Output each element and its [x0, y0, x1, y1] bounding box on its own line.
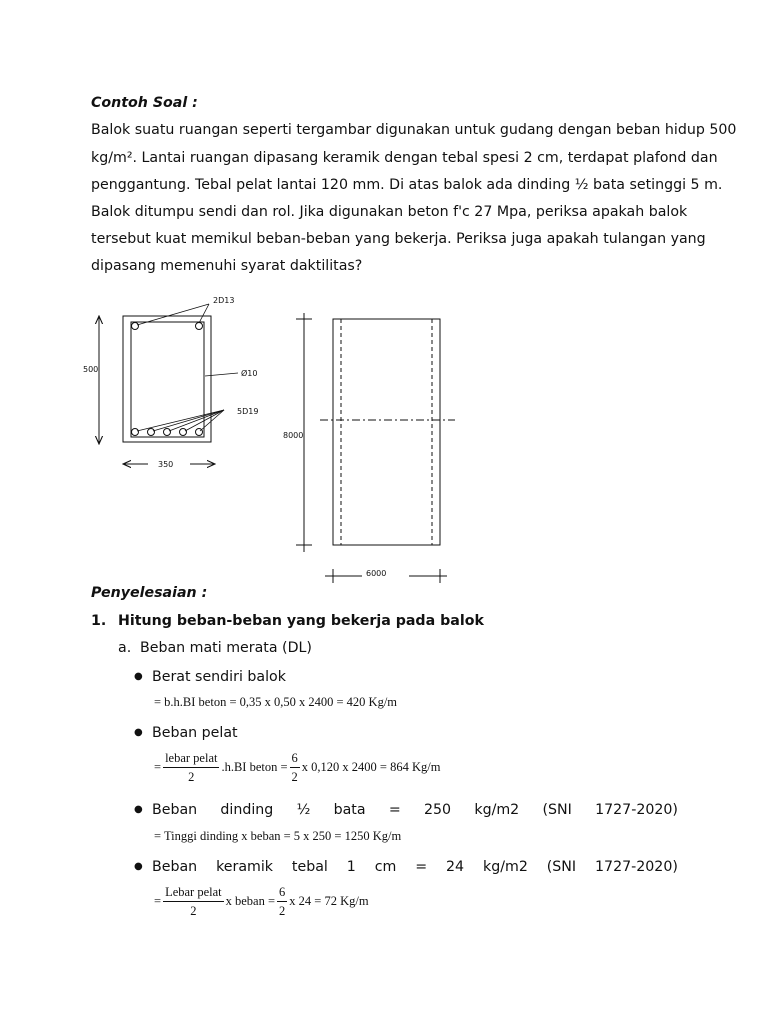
- bullet-4-label: [152, 860, 678, 874]
- word: Beban: [152, 859, 198, 875]
- fraction-denominator: 2: [291, 769, 298, 784]
- word: cm: [374, 859, 397, 875]
- word: 24: [446, 859, 465, 875]
- bullet-2-label: Beban pelat: [152, 725, 238, 741]
- formula-equals: =: [154, 894, 162, 909]
- bullet-dot: ●: [134, 804, 143, 815]
- fraction-denominator: 2: [279, 903, 286, 918]
- label-width: 350: [158, 460, 174, 469]
- formula-equals: =: [154, 760, 162, 775]
- beam-cross-section: [123, 316, 211, 442]
- word: 1727-2020): [595, 859, 678, 875]
- label-plan-width: 6000: [366, 569, 387, 578]
- problem-line-2: kg/m². Lantai ruangan dipasang keramik dengan tebal spesi 2 cm, terdapat plafond dan: [91, 150, 718, 166]
- fraction-lebar-pelat: [163, 886, 224, 917]
- problem-line-6: dipasang memenuhi syarat daktilitas?: [91, 258, 363, 274]
- solution-heading: Penyelesaian :: [91, 585, 208, 601]
- bullet-1-formula: = b.h.BI beton = 0,35 x 0,50 x 2400 = 420 Kg/m: [154, 695, 398, 709]
- label-stirrup: Ø10: [241, 369, 258, 378]
- word: tebal: [291, 859, 328, 875]
- word: 1727-2020): [595, 802, 678, 818]
- bullet-4-formula: [154, 886, 369, 917]
- sub-a-title: Beban mati merata (DL): [140, 640, 312, 656]
- fraction-denominator: 2: [188, 769, 195, 784]
- word: =: [388, 802, 401, 818]
- word: kg/m2: [474, 802, 520, 818]
- formula-result: x 24 = 72 Kg/m: [289, 894, 369, 909]
- problem-line-1: Balok suatu ruangan seperti tergambar digunakan untuk gudang dengan beban hidup 500: [91, 122, 737, 138]
- fraction-denominator: 2: [190, 903, 197, 918]
- label-top-bars: 2D13: [213, 296, 235, 305]
- word: (SNI: [542, 802, 572, 818]
- word: Beban: [152, 802, 198, 818]
- fraction-six-halves: [277, 886, 287, 917]
- fraction-six-halves: [290, 752, 300, 783]
- word: kg/m2: [483, 859, 528, 875]
- bullet-dot: ●: [134, 727, 143, 738]
- word: keramik: [216, 859, 274, 875]
- word: dinding: [220, 802, 274, 818]
- word: ½: [296, 802, 311, 818]
- formula-result: x 0,120 x 2400 = 864 Kg/m: [301, 760, 441, 775]
- fraction-numerator: 6: [290, 752, 300, 768]
- step-1-number: 1.: [91, 613, 107, 629]
- label-bottom-bars: 5D19: [237, 407, 259, 416]
- problem-line-3: penggantung. Tebal pelat lantai 120 mm. Di atas balok ada dinding ½ bata setinggi 5 m.: [91, 177, 723, 193]
- fraction-numerator: Lebar pelat: [163, 886, 224, 902]
- word: 250: [424, 802, 452, 818]
- problem-line-5: tersebut kuat memikul beban-beban yang bekerja. Periksa juga apakah tulangan yang: [91, 231, 706, 247]
- bullet-dot: ●: [134, 861, 143, 872]
- bullet-dot: ●: [134, 671, 143, 682]
- rebar-leaders: [137, 304, 238, 431]
- fraction-numerator: 6: [277, 886, 287, 902]
- label-height: 500: [83, 365, 99, 374]
- word: 1: [346, 859, 356, 875]
- formula-middle: x beban =: [225, 894, 276, 909]
- step-1-title: Hitung beban-beban yang bekerja pada balok: [118, 613, 484, 629]
- example-heading: Contoh Soal :: [91, 95, 198, 111]
- problem-line-4: Balok ditumpu sendi dan rol. Jika digunakan beton f'c 27 Mpa, periksa apakah balok: [91, 204, 688, 220]
- word: =: [415, 859, 428, 875]
- label-plan-length: 8000: [283, 431, 304, 440]
- bullet-3-formula: = Tinggi dinding x beban = 5 x 250 = 1250 Kg/m: [154, 829, 402, 843]
- bullet-1-label: Berat sendiri balok: [152, 669, 286, 685]
- formula-middle: .h.BI beton =: [221, 760, 288, 775]
- sub-a-letter: a.: [118, 640, 132, 656]
- fraction-numerator: lebar pelat: [163, 752, 219, 768]
- fraction-lebar-pelat: [163, 752, 219, 783]
- bullet-3-label: [152, 803, 678, 817]
- beam-figure: [0, 290, 768, 590]
- word: bata: [333, 802, 366, 818]
- word: (SNI: [546, 859, 577, 875]
- floor-plan: [320, 319, 455, 545]
- bullet-2-formula: [154, 752, 440, 783]
